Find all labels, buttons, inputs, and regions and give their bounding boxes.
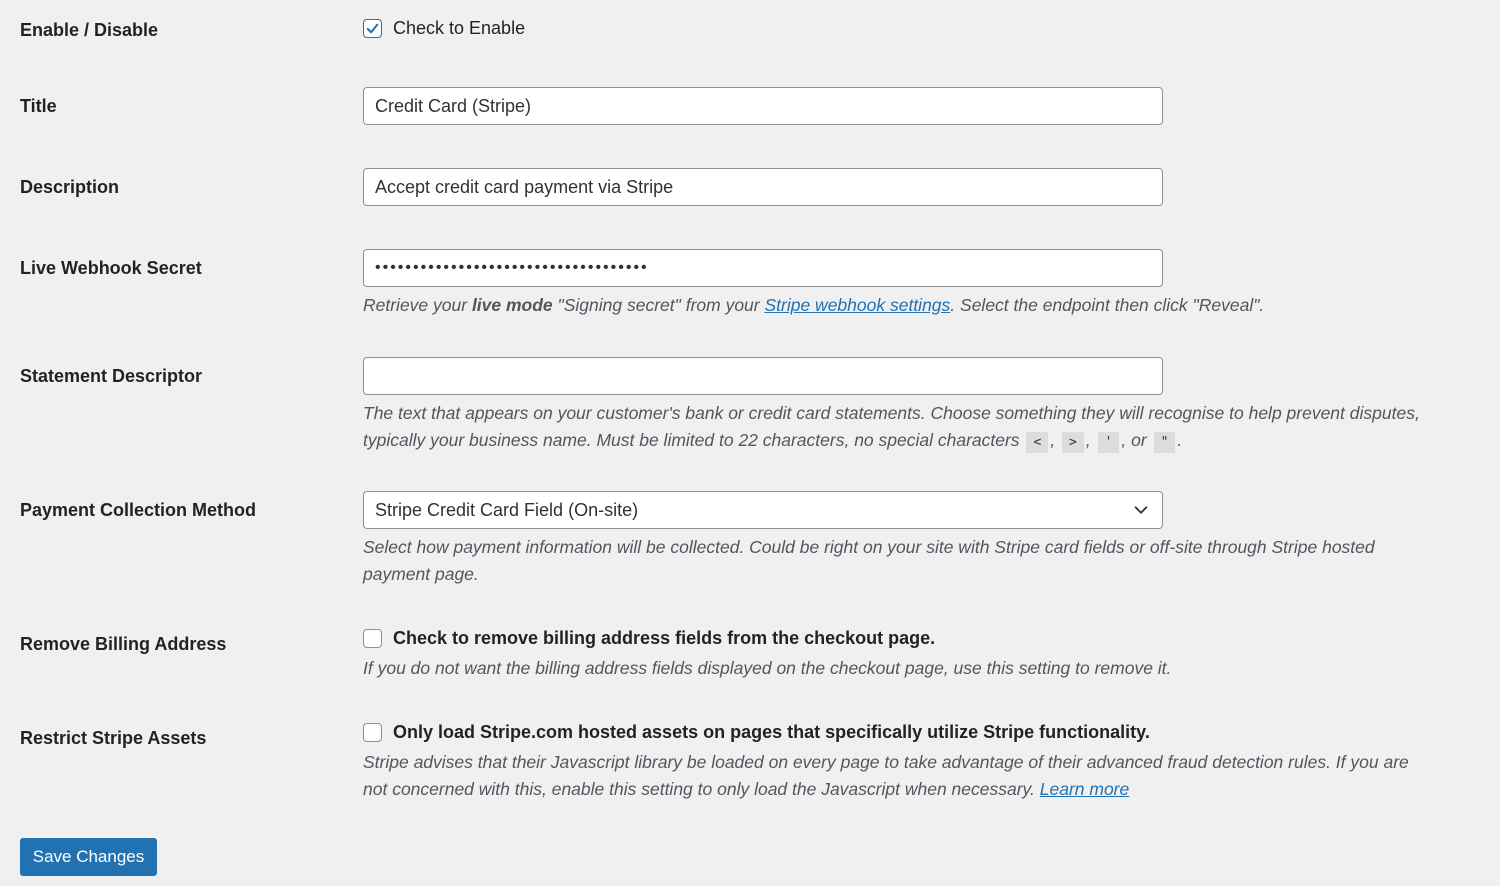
sep-2: , [1085, 430, 1091, 450]
remove-billing-help: If you do not want the billing address fields displayed on the checkout page, use this setting to remove it. [363, 658, 1172, 678]
webhook-help-text-3: . Select the endpoint then click "Reveal". [950, 295, 1265, 315]
enable-checkbox-label[interactable]: Check to Enable [393, 18, 526, 38]
assets-help-line-2 [363, 776, 1409, 803]
checkmark-icon [365, 21, 380, 36]
statement-help-line-1: The text that appears on your customer's bank or credit card statements. Choose something they will recognise to help prevent disputes, [363, 403, 1420, 423]
stripe-webhook-settings-link[interactable]: Stripe webhook settings [764, 295, 951, 315]
statement-descriptor-input[interactable] [363, 357, 1163, 395]
webhook-secret-input[interactable] [363, 249, 1163, 287]
statement-descriptor-label: Statement Descriptor [20, 366, 203, 386]
remove-billing-checkbox-label[interactable]: Check to remove billing address fields from the checkout page. [393, 628, 936, 648]
webhook-help-bold: live mode [471, 295, 553, 315]
webhook-help-text-2: "Signing secret" from your [552, 295, 765, 315]
restrict-assets-checkbox-label[interactable]: Only load Stripe.com hosted assets on pages that specifically utilize Stripe functionality. [393, 722, 1150, 742]
webhook-help-text: Retrieve your [363, 295, 472, 315]
char-gt: > [1062, 432, 1084, 453]
statement-descriptor-help [363, 400, 1420, 456]
char-apos: ' [1098, 432, 1120, 453]
enable-checkbox[interactable] [363, 19, 382, 38]
payment-method-selected: Stripe Credit Card Field (On-site) [375, 499, 639, 520]
restrict-assets-help [363, 749, 1409, 803]
webhook-secret-help [363, 292, 1264, 319]
title-label: Title [20, 96, 57, 116]
payment-method-label: Payment Collection Method [20, 500, 257, 520]
statement-help-text: typically your business name. Must be limited to 22 characters, no special characters [363, 430, 1020, 450]
char-quot: " [1154, 432, 1176, 453]
remove-billing-checkbox[interactable] [363, 629, 382, 648]
chevron-down-icon [1132, 501, 1150, 519]
description-label: Description [20, 177, 120, 197]
sep-end: . [1177, 430, 1183, 450]
payment-method-select[interactable] [363, 491, 1163, 529]
assets-help-text: not concerned with this, enable this setting to only load the Javascript when necessary. [363, 779, 1035, 799]
payment-help-line-2: payment page. [363, 564, 479, 584]
char-lt: < [1026, 432, 1048, 453]
restrict-assets-label: Restrict Stripe Assets [20, 728, 207, 748]
title-input[interactable] [363, 87, 1163, 125]
assets-help-line-1: Stripe advises that their Javascript library be loaded on every page to take advantage of their advanced fraud detection rules. If you are [363, 752, 1409, 772]
sep-3: , or [1121, 430, 1147, 450]
remove-billing-label: Remove Billing Address [20, 634, 227, 654]
payment-help-line-1: Select how payment information will be collected. Could be right on your site with Stripe card fields or off-site through Stripe hosted [363, 537, 1375, 557]
learn-more-link[interactable]: Learn more [1039, 779, 1130, 799]
payment-method-help [363, 534, 1375, 588]
statement-help-line-2 [363, 427, 1420, 456]
description-input[interactable] [363, 168, 1163, 206]
enable-disable-label: Enable / Disable [20, 20, 159, 40]
webhook-secret-label: Live Webhook Secret [20, 258, 202, 278]
save-changes-button[interactable]: Save Changes [20, 838, 157, 876]
sep-1: , [1050, 430, 1056, 450]
restrict-assets-checkbox[interactable] [363, 723, 382, 742]
